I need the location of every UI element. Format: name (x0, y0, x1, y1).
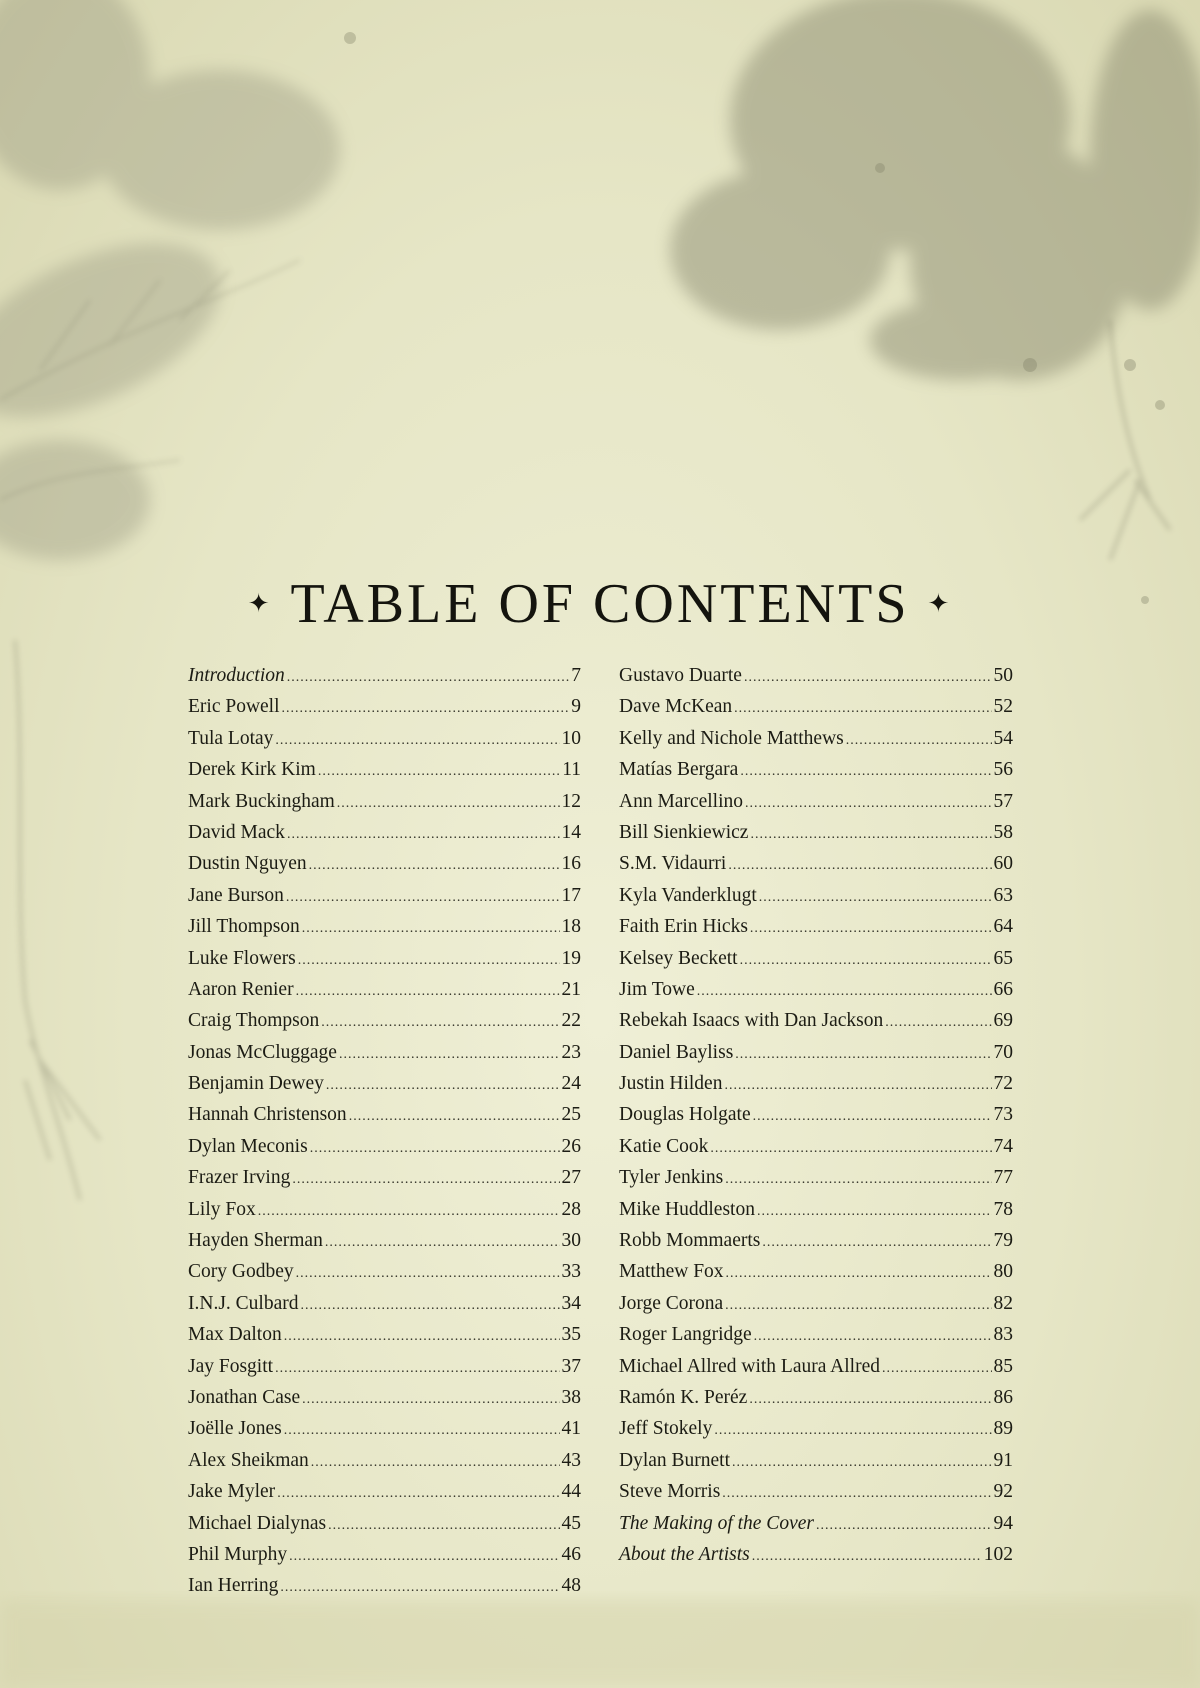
toc-entry[interactable] (619, 1288, 1013, 1319)
toc-entry[interactable] (188, 1288, 581, 1319)
toc-entry[interactable] (619, 1162, 1013, 1193)
toc-entry-page-number: 89 (993, 1418, 1013, 1440)
toc-entry[interactable] (188, 1162, 581, 1193)
toc-entry-title: Lily Fox (188, 1198, 256, 1220)
toc-entry-page-number: 82 (993, 1292, 1013, 1314)
toc-entry-page-number: 30 (561, 1230, 581, 1252)
toc-entry-page-number: 85 (993, 1355, 1013, 1377)
toc-entry-page-number: 63 (993, 884, 1013, 906)
dot-leader (282, 693, 570, 724)
toc-entry-title: Faith Erin Hicks (619, 916, 748, 938)
dot-leader (752, 1541, 982, 1572)
toc-entry-title: Matías Bergara (619, 759, 739, 781)
toc-entry-title: Kyla Vanderklugt (619, 884, 757, 906)
toc-entry-title: Jay Fosgitt (188, 1355, 274, 1377)
dot-leader (726, 1258, 992, 1289)
toc-entry-title: The Making of the Cover (619, 1512, 814, 1534)
toc-entry[interactable] (188, 1256, 581, 1287)
toc-entry-page-number: 77 (993, 1167, 1013, 1189)
toc-entry-title: Matthew Fox (619, 1261, 724, 1283)
dot-leader (735, 1039, 991, 1070)
toc-entry-page-number: 50 (993, 665, 1013, 686)
dot-leader (725, 1164, 991, 1195)
toc-entry-title: Jorge Corona (619, 1292, 724, 1314)
dot-leader (277, 1478, 559, 1509)
toc-entry-title: David Mack (188, 821, 285, 843)
dot-leader (846, 725, 992, 756)
toc-entry[interactable] (188, 1131, 581, 1162)
toc-entry-page-number: 73 (993, 1104, 1013, 1126)
toc-entry-title: Rebekah Isaacs with Dan Jackson (619, 1010, 884, 1032)
dot-leader (309, 850, 560, 881)
toc-entry-title: Derek Kirk Kim (188, 759, 316, 781)
toc-entry[interactable] (188, 723, 581, 754)
toc-entry[interactable] (619, 880, 1013, 911)
dot-leader (732, 1447, 991, 1478)
toc-entry-page-number: 44 (561, 1481, 581, 1503)
toc-entry-page-number: 66 (993, 978, 1013, 1000)
toc-entry-page-number: 35 (561, 1324, 581, 1346)
dot-leader (816, 1510, 992, 1541)
dot-leader (275, 725, 559, 756)
dot-leader (750, 819, 991, 850)
toc-entry-page-number: 58 (993, 821, 1013, 843)
dot-leader (284, 1415, 560, 1446)
dot-leader (750, 913, 992, 944)
star-ornament-icon: ✦ (927, 589, 953, 619)
dot-leader (287, 819, 560, 850)
toc-entry-title: Tyler Jenkins (619, 1167, 724, 1189)
toc-entry[interactable] (619, 1099, 1013, 1130)
toc-entry-title: Dave McKean (619, 696, 733, 718)
toc-entry-page-number: 79 (993, 1230, 1013, 1252)
dot-leader (337, 788, 560, 819)
toc-entry-title: Jeff Stokely (619, 1418, 713, 1440)
dot-leader (275, 1353, 559, 1384)
toc-entry-title: Jonathan Case (188, 1386, 301, 1408)
toc-entry-title: Steve Morris (619, 1481, 721, 1503)
star-ornament-icon: ✦ (247, 589, 273, 619)
toc-entry[interactable] (619, 660, 1013, 691)
toc-entry-title: Phil Murphy (188, 1543, 288, 1565)
toc-entry-page-number: 54 (993, 727, 1013, 749)
toc-entry[interactable] (619, 786, 1013, 817)
dot-leader (301, 1290, 560, 1321)
toc-entry-title: Hannah Christenson (188, 1104, 347, 1126)
toc-entry-page-number: 72 (993, 1073, 1013, 1095)
toc-entry[interactable] (188, 1225, 581, 1256)
toc-entry[interactable] (188, 1319, 581, 1350)
toc-entry[interactable] (619, 723, 1013, 754)
toc-entry-page-number: 43 (561, 1449, 581, 1471)
toc-entry[interactable] (619, 1351, 1013, 1382)
toc-entry-title: Dustin Nguyen (188, 853, 307, 875)
toc-entry-page-number: 48 (561, 1575, 581, 1597)
dot-leader (740, 945, 992, 976)
dot-leader (339, 1039, 560, 1070)
toc-entry-title: Introduction (188, 665, 285, 686)
dot-leader (725, 1290, 991, 1321)
dot-leader (311, 1447, 560, 1478)
toc-entry-page-number: 33 (561, 1261, 581, 1283)
toc-entry-page-number: 21 (561, 978, 581, 1000)
toc-entry[interactable] (619, 1068, 1013, 1099)
toc-entry[interactable] (619, 1225, 1013, 1256)
toc-entry-page-number: 64 (993, 916, 1013, 938)
toc-entry-page-number: 10 (561, 727, 581, 749)
dot-leader (318, 756, 560, 787)
toc-entry-page-number: 11 (562, 759, 581, 781)
dot-leader (296, 976, 560, 1007)
toc-entry-title: Ann Marcellino (619, 790, 744, 812)
toc-entry-page-number: 25 (561, 1104, 581, 1126)
toc-entry[interactable] (188, 817, 581, 848)
toc-entry-title: Michael Allred with Laura Allred (619, 1355, 881, 1377)
dot-leader (258, 1196, 560, 1227)
dot-leader (326, 1070, 560, 1101)
toc-entry-title: Tula Lotay (188, 727, 274, 749)
toc-entry-title: Jake Myler (188, 1481, 276, 1503)
toc-entry[interactable] (619, 691, 1013, 722)
toc-entry[interactable] (619, 1005, 1013, 1036)
dot-leader (325, 1227, 560, 1258)
dot-leader (328, 1510, 559, 1541)
toc-entry[interactable] (188, 1570, 581, 1601)
toc-entry-title: Mark Buckingham (188, 790, 335, 812)
toc-entry[interactable] (619, 1256, 1013, 1287)
dot-leader (882, 1353, 991, 1384)
toc-entry[interactable] (619, 911, 1013, 942)
toc-entry-page-number: 23 (561, 1041, 581, 1063)
toc-entry-title: Roger Langridge (619, 1324, 752, 1346)
toc-entry-title: S.M. Vidaurri (619, 853, 727, 875)
toc-entry[interactable] (188, 1539, 581, 1570)
toc-entry-title: Max Dalton (188, 1324, 282, 1346)
toc-entry[interactable] (188, 660, 581, 691)
toc-entry-title: I.N.J. Culbard (188, 1292, 299, 1314)
toc-entry-title: Luke Flowers (188, 947, 296, 969)
toc-entry-title: Bill Sienkiewicz (619, 821, 749, 843)
toc-entry-page-number: 22 (561, 1010, 581, 1032)
toc-entry-title: Hayden Sherman (188, 1230, 323, 1252)
toc-entry[interactable] (188, 911, 581, 942)
toc-entry-title: Katie Cook (619, 1135, 709, 1157)
toc-entry-page-number: 18 (561, 916, 581, 938)
toc-entry[interactable] (619, 1319, 1013, 1350)
toc-entry-page-number: 26 (561, 1135, 581, 1157)
toc-entry-page-number: 60 (993, 853, 1013, 875)
toc-entry-title: Jane Burson (188, 884, 284, 906)
toc-entry-page-number: 91 (993, 1449, 1013, 1471)
toc-column-left (188, 660, 581, 1602)
toc-entry[interactable] (619, 1037, 1013, 1068)
dot-leader (753, 1101, 992, 1132)
dot-leader (885, 1007, 991, 1038)
dot-leader (744, 662, 992, 693)
dot-leader (728, 850, 991, 881)
toc-entry[interactable] (188, 754, 581, 785)
toc-entry[interactable] (188, 1068, 581, 1099)
toc-entry[interactable] (619, 1194, 1013, 1225)
dot-leader (284, 1321, 560, 1352)
toc-entry-page-number: 78 (993, 1198, 1013, 1220)
toc-entry-title: Justin Hilden (619, 1073, 723, 1095)
toc-entry-page-number: 74 (993, 1135, 1013, 1157)
toc-entry[interactable] (619, 817, 1013, 848)
toc-entry-page-number: 34 (561, 1292, 581, 1314)
toc-entry-title: Craig Thompson (188, 1010, 320, 1032)
dot-leader (745, 788, 991, 819)
toc-entry[interactable] (188, 974, 581, 1005)
toc-entry-title: Robb Mommaerts (619, 1230, 761, 1252)
page-title (0, 572, 1200, 636)
toc-entry-title: Ramón K. Peréz (619, 1386, 748, 1408)
toc-entry-title: Daniel Bayliss (619, 1041, 734, 1063)
toc-column-right (619, 660, 1013, 1570)
toc-entry[interactable] (188, 786, 581, 817)
toc-entry-title: Frazer Irving (188, 1167, 291, 1189)
dot-leader (740, 756, 991, 787)
toc-entry-title: Jonas McCluggage (188, 1041, 337, 1063)
toc-entry-page-number: 80 (993, 1261, 1013, 1283)
toc-entry[interactable] (188, 1351, 581, 1382)
toc-entry[interactable] (619, 1382, 1013, 1413)
toc-entry[interactable] (188, 1508, 581, 1539)
toc-entry[interactable] (619, 848, 1013, 879)
toc-entry-page-number: 57 (993, 790, 1013, 812)
toc-entry-page-number: 45 (561, 1512, 581, 1534)
toc-entry[interactable] (619, 1413, 1013, 1444)
dot-leader (296, 1258, 560, 1289)
toc-entry[interactable] (619, 1476, 1013, 1507)
toc-entry[interactable] (619, 974, 1013, 1005)
toc-entry-page-number: 14 (561, 821, 581, 843)
toc-entry[interactable] (188, 691, 581, 722)
toc-entry[interactable] (619, 1508, 1013, 1539)
dot-leader (298, 945, 560, 976)
toc-entry[interactable] (619, 1445, 1013, 1476)
toc-entry-page-number: 92 (993, 1481, 1013, 1503)
title-text: TABLE OF CONTENTS (290, 573, 910, 635)
dot-leader (310, 1133, 560, 1164)
toc-entry-page-number: 37 (561, 1355, 581, 1377)
toc-entry-page-number: 38 (561, 1386, 581, 1408)
dot-leader (302, 1384, 559, 1415)
toc-entry-page-number: 41 (561, 1418, 581, 1440)
dot-leader (349, 1101, 560, 1132)
toc-entry-title: Mike Huddleston (619, 1198, 755, 1220)
dot-leader (697, 976, 992, 1007)
toc-entry-page-number: 83 (993, 1324, 1013, 1346)
dot-leader (289, 1541, 559, 1572)
dot-leader (292, 1164, 559, 1195)
toc-entry-page-number: 70 (993, 1041, 1013, 1063)
toc-entry-title: Jill Thompson (188, 916, 300, 938)
toc-entry[interactable] (188, 848, 581, 879)
dot-leader (759, 882, 992, 913)
dot-leader (724, 1070, 991, 1101)
dot-leader (287, 662, 569, 693)
toc-entry[interactable] (188, 1413, 581, 1444)
toc-entry-title: Cory Godbey (188, 1261, 294, 1283)
toc-entry[interactable] (188, 1037, 581, 1068)
dot-leader (734, 693, 991, 724)
dot-leader (714, 1415, 991, 1446)
dot-leader (754, 1321, 992, 1352)
dot-leader (762, 1227, 991, 1258)
toc-entry[interactable] (188, 943, 581, 974)
toc-entry[interactable] (188, 1382, 581, 1413)
toc-entry-page-number: 102 (983, 1543, 1013, 1565)
toc-entry-page-number: 65 (993, 947, 1013, 969)
toc-entry-title: Eric Powell (188, 696, 280, 718)
toc-entry-page-number: 94 (993, 1512, 1013, 1534)
toc-entry-page-number: 9 (571, 696, 581, 718)
toc-entry-title: Alex Sheikman (188, 1449, 309, 1471)
toc-entry-page-number: 28 (561, 1198, 581, 1220)
toc-entry-page-number: 69 (993, 1010, 1013, 1032)
toc-entry-page-number: 24 (561, 1073, 581, 1095)
toc-entry-title: Benjamin Dewey (188, 1073, 324, 1095)
toc-entry-title: Gustavo Duarte (619, 665, 742, 686)
dot-leader (302, 913, 560, 944)
dot-leader (286, 882, 560, 913)
dot-leader (757, 1196, 992, 1227)
toc-entry[interactable] (188, 1476, 581, 1507)
toc-entry-title: Dylan Burnett (619, 1449, 731, 1471)
dot-leader (722, 1478, 991, 1509)
toc-entry-page-number: 27 (561, 1167, 581, 1189)
toc-entry-title: Dylan Meconis (188, 1135, 308, 1157)
toc-entry[interactable] (188, 880, 581, 911)
toc-entry-title: Joëlle Jones (188, 1418, 282, 1440)
toc-entry[interactable] (188, 1099, 581, 1130)
toc-entry-title: Ian Herring (188, 1575, 279, 1597)
toc-entry-title: About the Artists (619, 1543, 750, 1565)
toc-entry-page-number: 7 (571, 665, 581, 686)
dot-leader (321, 1007, 559, 1038)
toc-entry-page-number: 46 (561, 1543, 581, 1565)
toc-entry[interactable] (619, 1539, 1013, 1570)
toc-entry-page-number: 16 (561, 853, 581, 875)
toc-entry-title: Jim Towe (619, 978, 695, 1000)
toc-entry[interactable] (619, 943, 1013, 974)
toc-entry-page-number: 19 (561, 947, 581, 969)
toc-entry-page-number: 52 (993, 696, 1013, 718)
toc-entry[interactable] (188, 1194, 581, 1225)
toc-entry-title: Aaron Renier (188, 978, 294, 1000)
toc-entry-page-number: 17 (561, 884, 581, 906)
toc-entry[interactable] (619, 1131, 1013, 1162)
toc-entry-title: Douglas Holgate (619, 1104, 751, 1126)
toc-entry-title: Kelsey Beckett (619, 947, 738, 969)
toc-entry-title: Michael Dialynas (188, 1512, 327, 1534)
dot-leader (280, 1572, 559, 1603)
dot-leader (749, 1384, 991, 1415)
toc-entry-page-number: 12 (561, 790, 581, 812)
dot-leader (710, 1133, 991, 1164)
toc-entry[interactable] (188, 1445, 581, 1476)
toc-entry[interactable] (188, 1005, 581, 1036)
toc-entry-page-number: 86 (993, 1386, 1013, 1408)
toc-entry-title: Kelly and Nichole Matthews (619, 727, 844, 749)
toc-entry-page-number: 56 (993, 759, 1013, 781)
toc-entry[interactable] (619, 754, 1013, 785)
